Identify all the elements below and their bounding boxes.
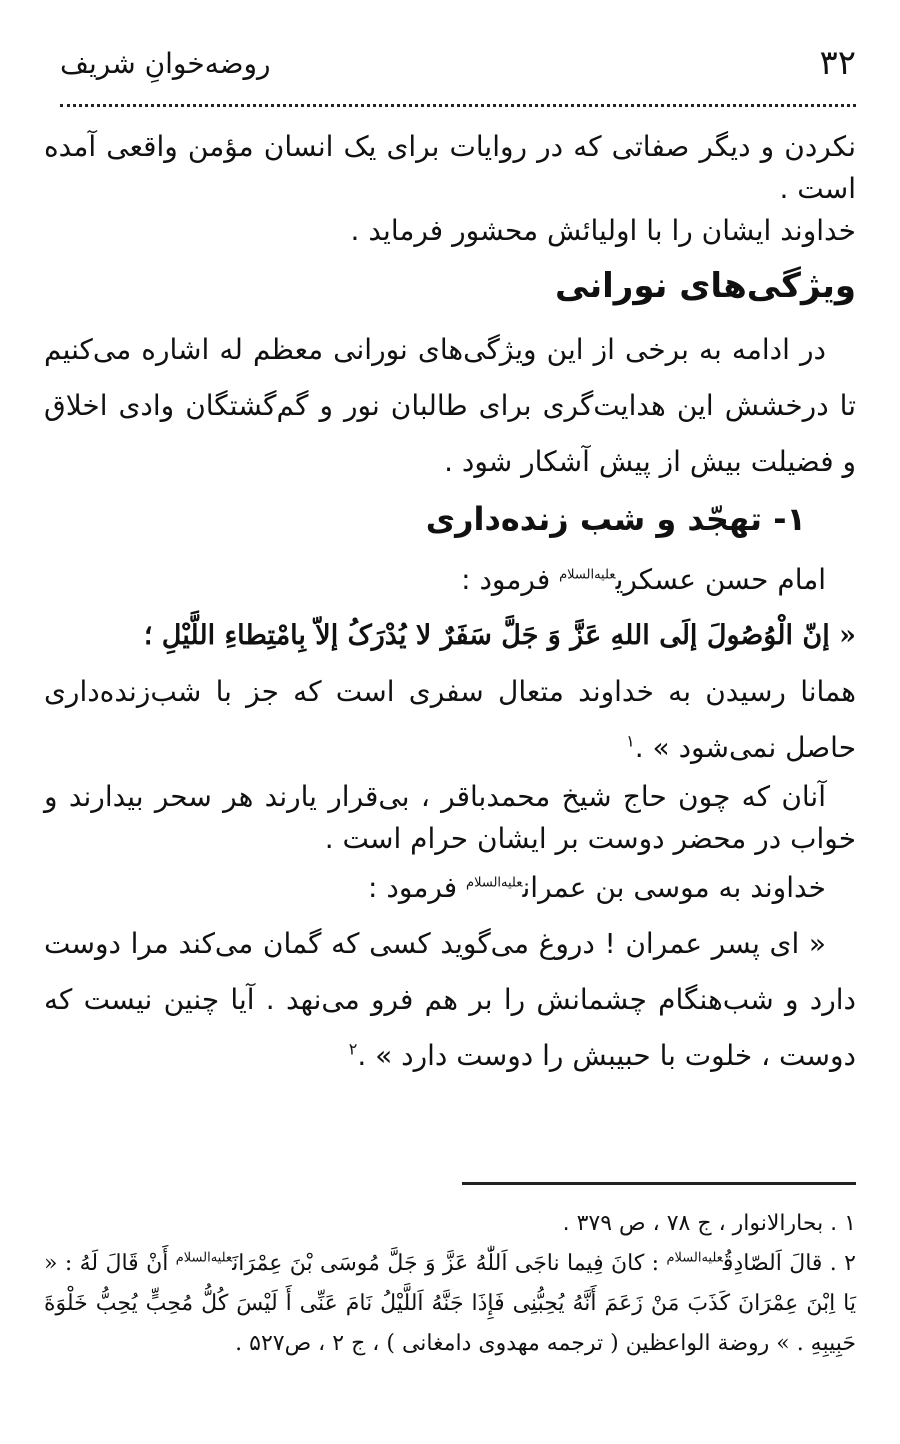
header-dotted-divider bbox=[60, 104, 856, 107]
hadith-translation-text: همانا رسیدن به خداوند متعال سفری است که جز با شب‌زنده‌داری حاصل نمی‌شود » . bbox=[44, 675, 856, 764]
quote-1-intro bbox=[44, 552, 856, 608]
footnote-ref-1: ۱ bbox=[626, 731, 635, 751]
footnote-1: ۱ . بحارالانوار ، ج ۷۸ ، ص ۳۷۹ . bbox=[562, 1211, 856, 1236]
footnote-2-text-a: ۲ . قالَ اَلصّادِقُ bbox=[722, 1251, 856, 1276]
section-heading: ویژگی‌های نورانی bbox=[554, 266, 856, 306]
paragraph-1: در ادامه به برخی از این ویژگی‌های نورانی معظم له اشاره می‌کنیم تا درخشش این هدایت‌گری برای طالبان نور و گم‌گشتگان وادی اخلاق و فضیلت بیش از پیش آشکار شود . bbox=[44, 333, 856, 478]
footnote-2-text-c: أَنْ قَالَ لَهُ : « یَا اِبْنَ عِمْرَانَ کَذَبَ مَنْ زَعَمَ أَنَّهُ یُحِبُّنِی فَإِذَا جَنَّهُ اَللَّیْلُ نَامَ عَنِّی أَ لَیْسَ کُلُّ مُحِبٍّ یُحِبُّ خَلْوَةَ حَبِیبِهِ . » روضة الواعظین ( ترجمه مهدوی دامغانی ) ، ج ۲ ، ص۵۲۷ . bbox=[44, 1251, 856, 1356]
quote-1-intro-text: امام حسن عسکری bbox=[615, 563, 826, 596]
honorific-mark: علیه‌السلام bbox=[175, 1250, 233, 1266]
hadith-arabic: « إنّ الْوُصُولَ إلَی اللهِ عَزَّ وَ جَلَّ سَفَرٌ لا یُدْرَکُ إلاّ بِامْتِطاءِ اللَّیْلِ ؛ bbox=[143, 620, 856, 651]
quote-2-intro-verb: فرمود : bbox=[368, 871, 467, 904]
page-number: ۳۲ bbox=[819, 43, 856, 83]
honorific-mark: علیه‌السلام bbox=[466, 875, 523, 891]
running-title: روضه‌خوانِ شریف bbox=[60, 47, 271, 80]
honorific-mark: علیه‌السلام bbox=[559, 567, 616, 583]
page-header bbox=[60, 38, 856, 94]
quote-2 bbox=[44, 916, 856, 1084]
footnote-ref-2: ۲ bbox=[348, 1039, 358, 1059]
honorific-mark: علیه‌السلام bbox=[666, 1250, 723, 1266]
quote-2-intro-text: خداوند به موسی بن عمران bbox=[522, 871, 826, 904]
intro-line-2: خداوند ایشان را با اولیائش محشور فرماید . bbox=[350, 214, 856, 247]
intro-line-1: نکردن و دیگر صفاتی که در روایات برای یک انسان مؤمن واقعی آمده است . bbox=[44, 130, 856, 205]
footnote-2-text-b: : کانَ فِیما ناجَی اَللّٰهُ عَزَّ وَ جَلَّ مُوسَی بْنَ عِمْرَانَ bbox=[232, 1251, 667, 1276]
footnotes bbox=[44, 1204, 856, 1364]
footnote-2 bbox=[44, 1244, 856, 1364]
paragraph-2: آنان که چون حاج شیخ محمدباقر ، بی‌قرار یارند هر سحر بیدارند و خواب در محضر دوست بر ایشان حرام است . bbox=[44, 780, 856, 855]
hadith-translation bbox=[44, 664, 856, 776]
quote-2-intro bbox=[44, 860, 856, 916]
subsection-heading: ۱- تهجّد و شب زنده‌داری bbox=[425, 500, 806, 538]
footnote-divider bbox=[462, 1182, 856, 1185]
quote-2-text: « ای پسر عمران ! دروغ می‌گوید کسی که گمان می‌کند مرا دوست دارد و شب‌هنگام چشمانش را بر هم فرو می‌نهد . آیا چنین نیست که دوست ، خلوت با حبیبش را دوست دارد » . bbox=[44, 927, 856, 1072]
quote-1-intro-verb: فرمود : bbox=[461, 563, 560, 596]
main-text bbox=[44, 126, 856, 1084]
